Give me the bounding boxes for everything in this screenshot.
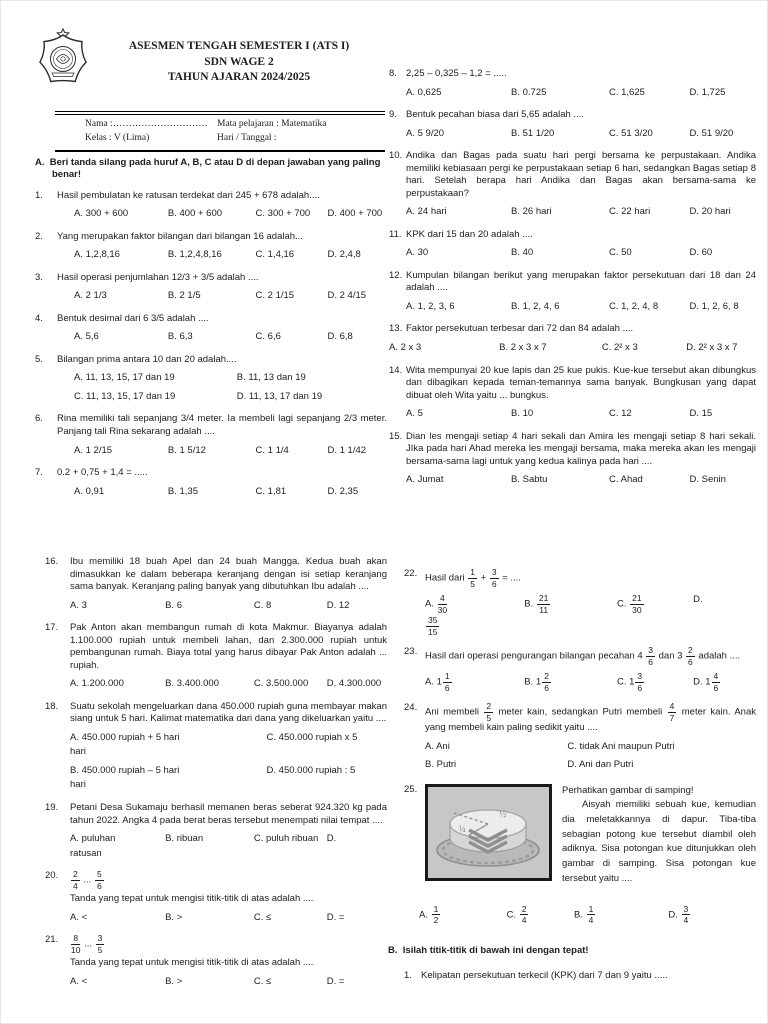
fraction: $\frac{3}{6}$ xyxy=(491,567,497,589)
answer-option: D. 4.300.000 xyxy=(326,678,382,690)
options-row xyxy=(425,594,756,614)
options-row xyxy=(406,408,756,421)
question-text: 2,25 – 0,325 – 1,2 = ..... xyxy=(406,68,507,79)
question-text: Ani membeli $\frac{2}{5}$ meter kain, sedangkan Putri membeli $\frac{4}{7}$ meter kain. Anak yang membeli kain paling sedikit yaitu .... xyxy=(425,701,756,733)
answer-option: A. 5,6 xyxy=(74,331,99,343)
answer-option: C. 6,6 xyxy=(255,331,281,343)
question-text: Petani Desa Sukamaju berhasil memanen beras seberat 924.320 kg pada tahun 2022. Angka 4 pada berat beras tersebut menempati nilai tempat .... xyxy=(70,801,387,826)
answer-option: A. 1.200.000 xyxy=(70,678,124,690)
fraction: $\frac{2}{5}$ xyxy=(486,701,492,723)
answer-option: D. 1 $\frac{4}{6}$ xyxy=(693,671,719,693)
answer-option: D. 2 4/15 xyxy=(327,290,367,302)
question-number: 15. xyxy=(389,430,403,442)
question-text: Tanda yang tepat untuk mengisi titik-titik di atas adalah .... xyxy=(70,893,314,905)
fraction: $\frac{3}{5}$ xyxy=(97,933,103,955)
cake-label-half: ½ xyxy=(499,808,507,820)
question-item xyxy=(389,323,756,354)
answer-option: D. 60 xyxy=(689,247,713,259)
question-text: Wita mempunyai 20 kue lapis dan 25 kue pukis. Kue-kue tersebut akan dibungkus dan dibagikan kepada teman-temannya sama banyak. Bungkusan yang dapat dibuat oleh Wita yaitu ... bungkus. xyxy=(406,364,756,401)
answer-option: C. $\frac{21}{30}$ xyxy=(616,593,642,615)
answer-option: C. 1,625 xyxy=(609,86,645,98)
answer-option: D. Ani dan Putri xyxy=(567,759,634,771)
question-item xyxy=(35,190,387,221)
answer-option: B. 450.000 rupiah – 5 hari xyxy=(70,764,180,776)
options-row xyxy=(70,600,387,613)
answer-option: C. ≤ xyxy=(253,911,272,923)
questions-8-15 xyxy=(389,68,756,487)
fraction: $\frac{3}{4}$ xyxy=(683,903,689,926)
question-number: 21. xyxy=(45,934,59,946)
answer-option: B. 400 + 600 xyxy=(167,208,223,220)
answer-option: C. $\frac{2}{4}$ xyxy=(506,903,527,926)
answer-option: A. 0,91 xyxy=(74,485,105,497)
question-number: 14. xyxy=(389,364,403,376)
answer-option: C. 1, 2, 4, 8 xyxy=(609,300,659,312)
options-row xyxy=(57,445,387,458)
answer-option xyxy=(425,615,440,637)
answer-option: A. $\frac{1}{2}$ xyxy=(419,903,439,926)
answer-option: A. 5 xyxy=(406,408,423,420)
question-item xyxy=(35,413,387,457)
fraction: $\frac{3}{6}$ xyxy=(637,671,643,693)
fraction: $\frac{1}{2}$ xyxy=(433,903,439,926)
answer-option: C. 11, 13, 15, 17 dan 19 xyxy=(74,390,176,402)
exam-title-line1: ASESMEN TENGAH SEMESTER I (ATS I) xyxy=(128,40,350,52)
options-row xyxy=(57,290,387,303)
answer-option: B. 2 1/5 xyxy=(167,290,201,302)
question-item xyxy=(45,622,387,691)
options-row xyxy=(70,678,387,691)
question-text: Bentuk desimal dari 6 3/5 adalah .... xyxy=(57,312,209,324)
answer-option: A. 11, 13, 15, 17 dan 19 xyxy=(74,372,175,384)
question-item xyxy=(35,467,387,498)
fraction: $\frac{4}{7}$ xyxy=(669,701,675,723)
answer-option: A. 1,2,8,16 xyxy=(74,249,120,261)
left-column-bottom xyxy=(45,548,387,998)
answer-option: B. > xyxy=(165,911,183,923)
answer-option: D. = xyxy=(326,911,345,923)
answer-option: B. $\frac{1}{4}$ xyxy=(574,903,594,926)
question-item xyxy=(389,68,756,99)
options-row xyxy=(425,741,756,754)
answer-option: C. 3.500.000 xyxy=(253,678,309,690)
fraction: $\frac{2}{6}$ xyxy=(544,671,549,693)
question-number: 9. xyxy=(389,109,397,121)
question-text: Yang merupakan faktor bilangan dari bilangan 16 adalah... xyxy=(57,230,303,242)
question-item xyxy=(35,354,387,404)
answer-option: B. 1, 2, 4, 6 xyxy=(511,300,560,312)
answer-option: D. 20 hari xyxy=(689,206,731,218)
options-row xyxy=(57,249,387,262)
answer-option: A. 300 + 600 xyxy=(74,208,129,220)
question-number: 16. xyxy=(45,556,59,567)
school-logo-icon xyxy=(35,26,91,102)
answer-option: A. < xyxy=(70,975,88,987)
options-row xyxy=(70,833,387,846)
question-number: 17. xyxy=(45,622,59,634)
answer-option: B. > xyxy=(165,975,183,987)
options-row xyxy=(70,732,387,745)
question-text: Hasil operasi penjumlahan 12/3 + 3/5 adalah .... xyxy=(57,271,259,283)
question-text: Hasil pembulatan ke ratusan terdekat dari 245 + 678 adalah.... xyxy=(57,189,320,201)
question-number: 23. xyxy=(404,646,418,657)
answer-option: D. 2² x 3 x 7 xyxy=(686,341,738,353)
question-25-para1: Perhatikan gambar di samping! xyxy=(562,784,694,796)
fraction: $\frac{21}{30}$ xyxy=(632,593,642,615)
id-row-2 xyxy=(85,132,385,146)
answer-option: D. xyxy=(693,594,703,605)
student-id-box xyxy=(55,111,385,152)
answer-option: C. 450.000 rupiah x 5 xyxy=(266,731,358,743)
fraction: $\frac{1}{4}$ xyxy=(588,903,594,926)
options-row xyxy=(406,206,756,219)
question-item xyxy=(45,556,387,612)
answer-option: B. 0.725 xyxy=(511,86,547,98)
answer-option: B. 1,35 xyxy=(167,485,198,497)
answer-option: C. 51 3/20 xyxy=(609,127,653,139)
answer-option: A. 24 hari xyxy=(406,206,447,218)
answer-option: C. 2² x 3 xyxy=(601,341,638,353)
answer-option: D. 400 + 700 xyxy=(327,208,383,220)
options-row xyxy=(404,905,756,925)
question-number: 13. xyxy=(389,323,403,335)
answer-option: A. < xyxy=(70,911,88,923)
answer-option: C. tidak Ani maupun Putri xyxy=(567,740,675,752)
answer-option: D. $\frac{3}{4}$ xyxy=(668,903,689,926)
answer-option: C. 300 + 700 xyxy=(255,208,311,220)
answer-option: B. 2 x 3 x 7 xyxy=(499,341,547,353)
question-text: $\frac{2}{4}$ ... $\frac{5}{6}$ xyxy=(73,869,102,891)
question-number: 19. xyxy=(45,801,59,813)
answer-option: C. puluh ribuan xyxy=(253,833,319,845)
section-a-text: Beri tanda silang pada huruf A, B, C atau D di depan jawaban yang paling benar! xyxy=(49,156,381,181)
question-text: $\frac{8}{10}$ ... $\frac{3}{5}$ xyxy=(71,933,103,955)
question-25-options xyxy=(404,905,756,925)
question-number: 25. xyxy=(404,783,418,795)
answer-option: A. 30 xyxy=(406,247,429,259)
answer-option: D. Senin xyxy=(689,474,726,486)
question-text: Suatu sekolah mengeluarkan dana 450.000 rupiah guna membayar makan siang untuk 5 hari. Kalimat matematika dari dana yang dikeluarkan yaitu .... xyxy=(70,700,387,725)
question-text: Dian les mengaji setiap 4 hari sekali dan Amira les mengaji setiap 8 hari sekali. JIka pada hari Ahad mereka les mengaji bersama, maka mereka akan les mengaji bersama-sama lagi untuk yang kedua kalinya pada hari .... xyxy=(406,430,756,467)
answer-option: C. 1 1/4 xyxy=(255,444,289,456)
question-text: Pak Anton akan membangun rumah di kota Makmur. Biayanya adalah 1.100.000 rupiah untuk membeli lahan, dan 2.300.000 rupiah untuk pembangunan rumah. Biaya total yang harus dibayar Pak Anton adalah ... rupiah. xyxy=(70,622,387,671)
mapel-field: Mata pelajaran : Matematika xyxy=(217,119,327,129)
answer-option: A. puluhan xyxy=(70,833,116,845)
answer-option: D. = xyxy=(326,975,345,987)
question-number: 2. xyxy=(35,230,43,242)
question-item xyxy=(404,646,756,692)
options-row xyxy=(70,912,387,925)
question-number: 24. xyxy=(404,702,418,713)
options-row xyxy=(57,391,387,404)
answer-option: ratusan xyxy=(70,847,102,859)
answer-option: D. 51 9/20 xyxy=(689,127,734,139)
question-number: 8. xyxy=(389,68,397,79)
question-text: Bilangan prima antara 10 dan 20 adalah.... xyxy=(57,353,237,365)
questions-1-7 xyxy=(35,190,387,499)
answer-option: D. xyxy=(326,833,337,845)
question-number: 6. xyxy=(35,413,43,425)
fraction: $\frac{2}{4}$ xyxy=(73,869,78,891)
section-b-item-1 xyxy=(404,970,756,983)
answer-option: C. 8 xyxy=(253,599,272,611)
left-column-top xyxy=(35,26,387,508)
question-25-para2: Aisyah memiliki sebuah kue, kemudian dia meletakkannya di dapur. Tiba-tiba sebagian potong kue tersebut diambil oleh adiknya. Sisa potongan kue ditunjukkan oleh gambar di samping. Sisa potongan kue tersebut yaitu .... xyxy=(562,799,756,884)
question-number: 3. xyxy=(35,271,43,283)
question-item xyxy=(389,109,756,140)
answer-option: A. 1 2/15 xyxy=(74,444,113,456)
section-b-text: Isilah titik-titik di bawah ini dengan tepat! xyxy=(402,944,589,956)
answer-option: D. 1 1/42 xyxy=(327,444,367,456)
question-number: 11. xyxy=(389,228,402,240)
question-item xyxy=(389,270,756,314)
fraction: $\frac{35}{15}$ xyxy=(428,615,438,637)
cake-label-quarter: ¼ xyxy=(459,823,466,834)
question-item xyxy=(389,150,756,219)
answer-option: C. 12 xyxy=(609,408,632,420)
answer-option: C. 22 hari xyxy=(609,206,651,218)
kelas-field: Kelas : V (Lima) xyxy=(85,132,150,143)
options-row xyxy=(389,342,756,355)
section-b-label: B. xyxy=(388,944,398,956)
question-item xyxy=(404,702,756,772)
item-number: 1. xyxy=(404,970,412,982)
question-item xyxy=(45,701,387,792)
section-a-label: A. xyxy=(35,156,45,168)
options-row xyxy=(70,848,387,861)
options-row xyxy=(70,765,387,778)
question-text: KPK dari 15 dan 20 adalah .... xyxy=(406,228,533,240)
question-item xyxy=(35,272,387,303)
nama-field: Nama :………………………… xyxy=(85,119,208,129)
answer-option: hari xyxy=(70,746,86,758)
answer-option: A. 3 xyxy=(70,599,87,611)
right-column-top xyxy=(389,60,756,497)
question-item xyxy=(45,870,387,924)
exam-title-line3: TAHUN AJARAN 2024/2025 xyxy=(167,71,311,84)
answer-option: B. Putri xyxy=(425,759,457,771)
id-row-1 xyxy=(85,118,385,132)
fraction: $\frac{4}{30}$ xyxy=(437,593,448,615)
question-item xyxy=(389,229,756,260)
question-item xyxy=(45,802,387,860)
answer-option: hari xyxy=(70,779,86,791)
question-item xyxy=(45,934,387,988)
options-row xyxy=(406,301,756,314)
answer-option: A. 2 x 3 xyxy=(389,341,422,353)
answer-option: A. 450.000 rupiah + 5 hari xyxy=(70,731,180,743)
options-row xyxy=(57,486,387,499)
question-text: Faktor persekutuan terbesar dari 72 dan 84 adalah .... xyxy=(406,323,634,335)
options-row xyxy=(57,372,387,385)
options-row xyxy=(70,746,387,759)
fraction: $\frac{8}{10}$ xyxy=(71,933,81,955)
options-row xyxy=(425,616,756,636)
question-text: Tanda yang tepat untuk mengisi titik-titik di atas adalah .... xyxy=(70,957,314,969)
answer-option: B. 1 5/12 xyxy=(167,444,206,456)
right-column-bottom xyxy=(388,560,756,983)
question-number: 20. xyxy=(45,870,59,882)
answer-option: A. 5 9/20 xyxy=(406,127,445,139)
answer-option: A. Jumat xyxy=(406,474,444,486)
fraction: $\frac{1}{5}$ xyxy=(470,567,475,589)
question-number: 18. xyxy=(45,700,59,712)
exam-header xyxy=(35,26,387,102)
answer-option: B. 1,2,4,8,16 xyxy=(167,249,222,261)
answer-option: D. 1,725 xyxy=(689,86,726,98)
exam-title xyxy=(91,26,387,86)
fraction: $\frac{1}{6}$ xyxy=(444,671,450,693)
question-text: Kumpulan bilangan berikut yang merupakan faktor persekutuan dari 18 dan 24 adalah .... xyxy=(406,269,756,294)
section-a-heading xyxy=(35,157,387,182)
answer-option: C. 1 $\frac{3}{6}$ xyxy=(616,671,643,693)
answer-option: A. 1 $\frac{1}{6}$ xyxy=(425,671,450,693)
question-number: 7. xyxy=(35,467,43,479)
options-row xyxy=(406,128,756,141)
question-number: 4. xyxy=(35,312,43,324)
answer-option: B. 26 hari xyxy=(511,206,552,218)
answer-option: B. 6 xyxy=(165,599,182,611)
question-item xyxy=(404,568,756,636)
question-25-text xyxy=(552,784,756,887)
question-number: 1. xyxy=(35,189,43,201)
answer-option: A. 2 1/3 xyxy=(74,290,107,302)
question-25 xyxy=(404,784,756,887)
answer-option: B. ribuan xyxy=(165,833,204,845)
options-row xyxy=(406,87,756,100)
answer-option: C. Ahad xyxy=(609,474,643,486)
answer-option: A. $\frac{4}{30}$ xyxy=(425,593,448,615)
fraction: $\frac{2}{6}$ xyxy=(688,645,693,667)
section-b-heading xyxy=(388,945,756,958)
answer-option: C. 1,4,16 xyxy=(255,249,295,261)
options-row xyxy=(406,474,756,487)
item-text: Kelipatan persekutuan terkecil (KPK) dari 7 dan 9 yaitu ..... xyxy=(421,970,668,982)
fraction: $\frac{4}{6}$ xyxy=(713,671,719,693)
fraction: $\frac{5}{6}$ xyxy=(96,869,102,891)
options-row xyxy=(57,331,387,344)
answer-option: D. 450.000 rupiah : 5 xyxy=(266,764,356,776)
answer-option: B. 40 xyxy=(511,247,534,259)
question-text: Rina memiliki tali sepanjang 3/4 meter. Ia membeli lagi sepanjang 2/3 meter. Panjang tali Rina sekarang adalah .... xyxy=(57,413,387,437)
options-row xyxy=(425,672,756,692)
answer-option: D. 1, 2, 6, 8 xyxy=(689,300,739,312)
hari-field: Hari / Tanggal : xyxy=(217,132,277,143)
question-item xyxy=(389,431,756,487)
answer-option: D. 2,35 xyxy=(327,485,359,497)
answer-option: A. 1, 2, 3, 6 xyxy=(406,300,455,312)
question-number: 22. xyxy=(404,568,418,579)
answer-option: B. 51 1/20 xyxy=(511,127,555,139)
question-text: Bentuk pecahan biasa dari 5,65 adalah .... xyxy=(406,109,584,121)
question-text: Ibu memiliki 18 buah Apel dan 24 buah Mangga. Kedua buah akan dimasukkan ke dalam beberapa keranjang dengan isi setiap keranjang sama banyak. Keranjang paling banyak yang dibutuhkan Ibu adalah .... xyxy=(70,556,387,593)
fraction: $\frac{3}{6}$ xyxy=(648,645,653,667)
options-row xyxy=(70,779,387,792)
answer-option: B. 3.400.000 xyxy=(165,678,219,690)
fraction: $\frac{21}{11}$ xyxy=(538,593,549,615)
cake-figure xyxy=(425,784,552,881)
answer-option: B. Sabtu xyxy=(511,474,548,486)
options-row xyxy=(70,976,387,989)
question-text: 0.2 + 0,75 + 1,4 = ..... xyxy=(57,467,148,479)
question-text: Hasil dari operasi pengurangan bilangan pecahan 4 $\frac{3}{6}$ dan 3 $\frac{2}{6}$ adalah .... xyxy=(425,645,741,667)
answer-option: B. $\frac{21}{11}$ xyxy=(524,593,549,615)
options-row xyxy=(406,247,756,260)
answer-option: B. 11, 13 dan 19 xyxy=(236,372,306,384)
answer-option: C. ≤ xyxy=(253,975,272,987)
answer-option: B. 1 $\frac{2}{6}$ xyxy=(524,671,549,693)
questions-16-21 xyxy=(45,556,387,988)
question-number: 10. xyxy=(389,150,403,162)
answer-option: C. 50 xyxy=(609,247,632,259)
options-row xyxy=(425,759,756,772)
question-item xyxy=(35,231,387,262)
question-item xyxy=(35,313,387,344)
answer-option: D. 11, 13, 17 dan 19 xyxy=(236,390,323,402)
questions-22-24 xyxy=(404,568,756,772)
answer-option: D. 12 xyxy=(326,599,350,611)
question-item xyxy=(389,365,756,421)
answer-option: A. Ani xyxy=(425,740,450,752)
answer-option: A. 0,625 xyxy=(406,86,442,98)
exam-title-line2: SDN WAGE 2 xyxy=(204,55,274,68)
fraction: $\frac{2}{4}$ xyxy=(521,903,527,926)
answer-option: B. 6,3 xyxy=(167,331,193,343)
answer-option: D. 15 xyxy=(689,408,713,420)
answer-option: D. 2,4,8 xyxy=(327,249,361,261)
answer-option: C. 1,81 xyxy=(255,485,287,497)
options-row xyxy=(57,208,387,221)
question-text: Hasil dari $\frac{1}{5}$ + $\frac{3}{6}$ = .... xyxy=(425,567,521,589)
question-number: 5. xyxy=(35,353,43,365)
answer-option: D. 6,8 xyxy=(327,331,353,343)
answer-option: C. 2 1/15 xyxy=(255,290,295,302)
question-number: 12. xyxy=(389,269,403,281)
answer-option: B. 10 xyxy=(511,408,534,420)
question-text: Andika dan Bagas pada suatu hari pergi bersama ke perpustakaan. Andika memiliki kebiasaan pergi ke perpustakaan setiap 6 hari, sedangkan Bagas setiap 8 hari. Setelah berapa hari Andika dan Bagas akan bersama-sama ke perpustakaan? xyxy=(406,150,756,199)
